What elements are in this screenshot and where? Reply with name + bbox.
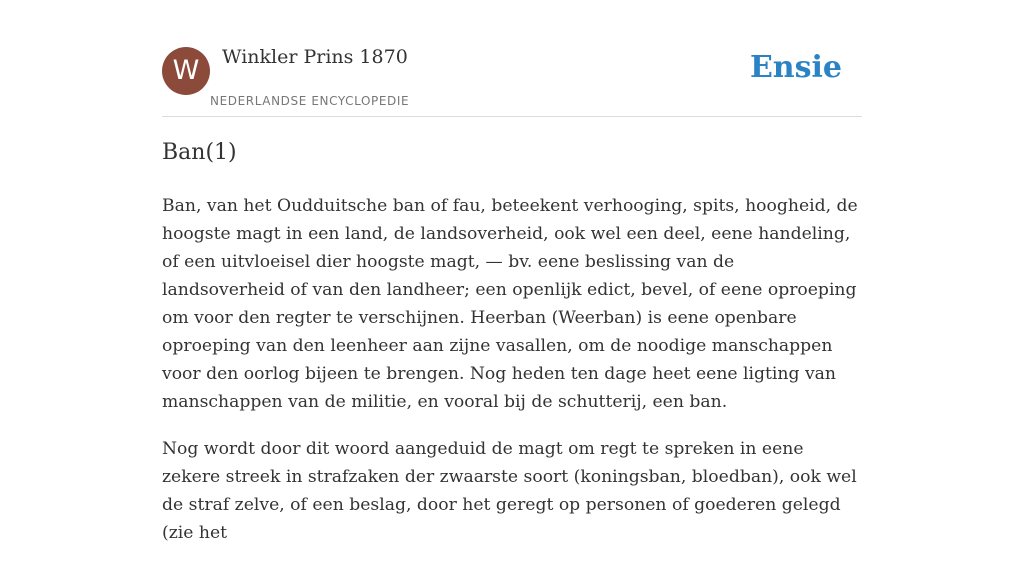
site-header — [162, 0, 862, 117]
ensie-logo-link[interactable]: Ensie — [749, 50, 842, 85]
article-title: Ban(1) — [162, 140, 237, 165]
article-body — [162, 192, 862, 566]
page — [162, 0, 862, 543]
site-subtitle: NEDERLANDSE ENCYCLOPEDIE — [210, 94, 410, 108]
site-title[interactable]: Winkler Prins 1870 — [222, 46, 408, 68]
avatar[interactable]: W — [162, 47, 210, 95]
article-paragraph: Nog wordt door dit woord aangeduid de magt om regt te spreken in eene zekere streek in strafzaken der zwaarste soort (koningsban, bloedban), ook wel de straf zelve, of een beslag, door het geregt op personen of goederen gelegd (zie het — [162, 439, 857, 543]
article-paragraph: Ban, van het Oudduitsche ban of fau, beteekent verhooging, spits, hoogheid, de hoogste magt in een land, de landsoverheid, ook wel een deel, eene handeling, of een uitvloeisel dier hoogste magt, — bv. eene beslissing van de landsoverheid of van den landheer; een openlijk edict, bevel, of eene oproeping om voor den regter te verschijnen. Heerban (Weerban) is eene openbare oproeping van den leenheer aan zijne vasallen, om de noodige manschappen voor den oorlog bijeen te brengen. Nog heden ten dage heet eene ligting van manschappen van de militie, en vooral bij de schutterij, een ban. — [162, 196, 858, 412]
